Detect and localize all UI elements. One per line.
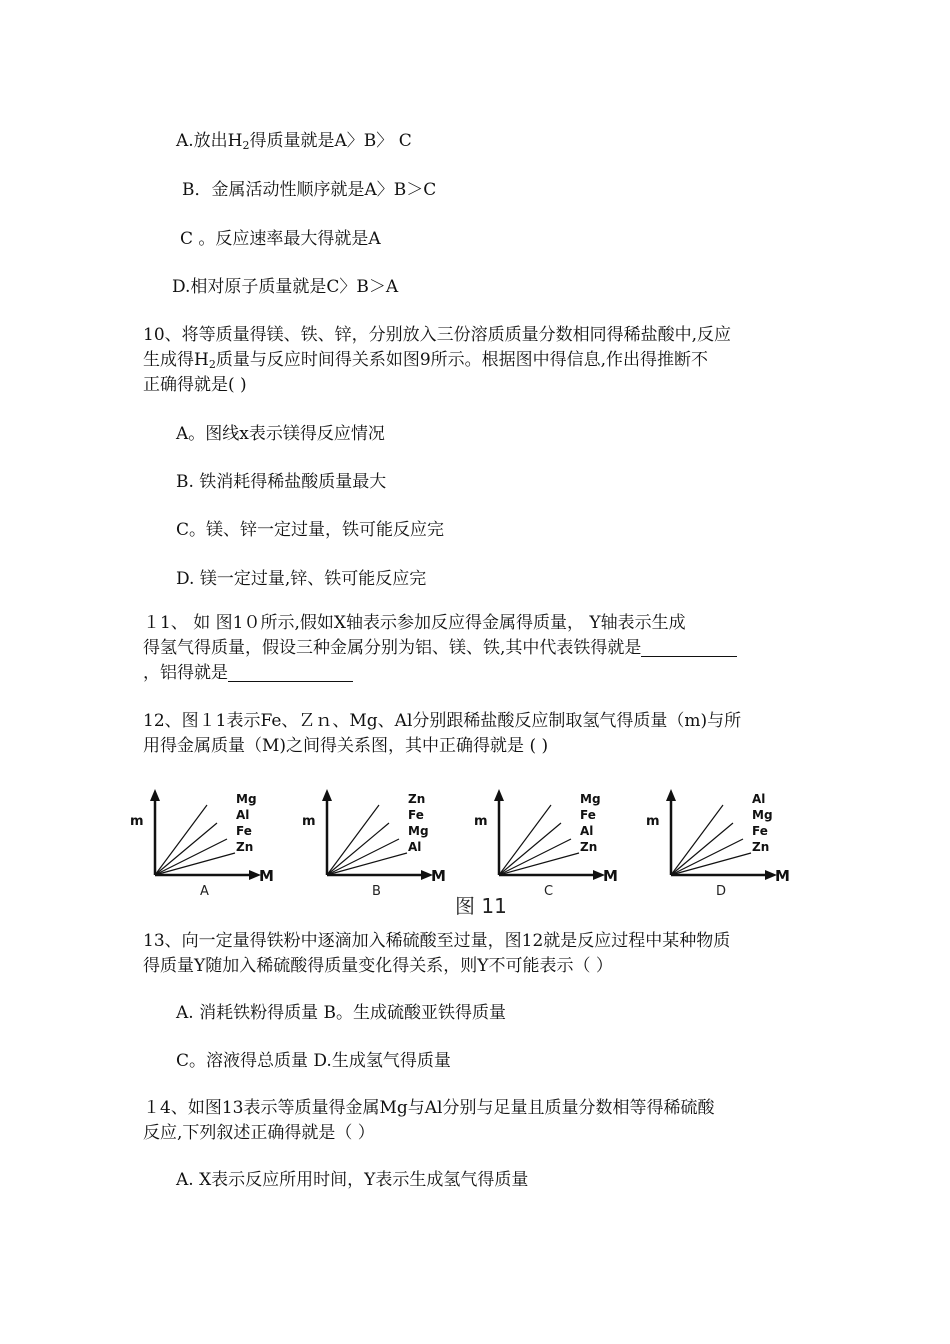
q9-option-b: B．金属活动性顺序就是A〉B＞C <box>182 180 437 200</box>
panel-c-label-fe: Fe <box>580 808 596 822</box>
q13-stem-line2: 得质量Y随加入稀硫酸得质量变化得关系，则Y不可能表示（ ） <box>143 956 613 976</box>
panel-b-letter: B <box>372 884 381 899</box>
figure-11-caption: 图 11 <box>455 894 507 918</box>
panel-c-label-mg: Mg <box>580 792 601 806</box>
panel-a-label-zn: Zn <box>236 840 254 854</box>
panel-c-x-label: M <box>603 867 618 885</box>
panel-a-line-mg <box>155 805 207 875</box>
answer-blank-iron[interactable] <box>641 638 737 657</box>
panel-d-letter: D <box>716 884 727 899</box>
answer-blank-aluminum[interactable] <box>228 663 353 682</box>
panel-b-label-al: Al <box>408 840 422 854</box>
panel-a-letter: A <box>200 884 209 899</box>
q9-option-a: A.放出$H_2$得质量就是A〉B〉 C <box>176 131 412 152</box>
q10-stem-line2: 生成得$H_2$质量与反应时间得关系如图9所示。根据图中得信息,作出得推断不 <box>143 350 709 371</box>
panel-b-label-mg: Mg <box>408 824 429 838</box>
q10-stem-line3: 正确得就是( ) <box>143 375 247 395</box>
panel-b-y-arrow <box>322 789 332 801</box>
q11-stem-line3: ，铝得就是 <box>143 661 353 685</box>
q11-stem-line2: 得氢气得质量，假设三种金属分别为铝、镁、铁,其中代表铁得就是 <box>143 636 737 660</box>
panel-a-y-arrow <box>150 789 160 801</box>
q14-stem-line1: １4、如图13表示等质量得金属Mg与Al分别与足量且质量分数相等得稀硫酸 <box>143 1098 715 1118</box>
panel-d-label-fe: Fe <box>752 824 768 838</box>
panel-d-label-al: Al <box>752 792 766 806</box>
panel-a-y-label: m <box>130 814 144 829</box>
q14-option-a: A. X表示反应所用时间，Y表示生成氢气得质量 <box>176 1170 529 1190</box>
q13-stem-line1: 13、向一定量得铁粉中逐滴加入稀硫酸至过量，图12就是反应过程中某种物质 <box>143 931 731 951</box>
panel-a-line-zn <box>155 853 235 875</box>
q10-option-b: B. 铁消耗得稀盐酸质量最大 <box>176 472 387 492</box>
panel-c-letter: C <box>544 884 554 899</box>
panel-b-x-label: M <box>431 867 446 885</box>
panel-d-label-zn: Zn <box>752 840 770 854</box>
panel-d-y-arrow <box>666 789 676 801</box>
q10-option-d: D. 镁一定过量,锌、铁可能反应完 <box>176 569 427 589</box>
panel-d-x-label: M <box>775 867 790 885</box>
q9-option-d: D.相对原子质量就是C〉B＞A <box>172 277 399 297</box>
q10-stem-line1: 10、将等质量得镁、铁、锌，分别放入三份溶质质量分数相同得稀盐酸中,反应 <box>143 325 732 345</box>
q13-options-cd: C。溶液得总质量 D.生成氢气得质量 <box>176 1051 451 1071</box>
panel-b-line-zn <box>327 805 379 875</box>
panel-c-label-zn: Zn <box>580 840 598 854</box>
panel-d-y-label: m <box>646 814 660 829</box>
panel-a-label-al: Al <box>236 808 250 822</box>
q12-stem-line2: 用得金属质量（M)之间得关系图，其中正确得就是 ( ) <box>143 736 549 756</box>
q14-stem-line2: 反应,下列叙述正确得就是（ ） <box>143 1123 375 1143</box>
panel-b-line-al <box>327 853 407 875</box>
panel-d-line-al <box>671 805 723 875</box>
q12-stem-line1: 12、图１1表示Fe、Ｚｎ、Mg、Al分别跟稀盐酸反应制取氢气得质量（m)与所 <box>143 711 742 731</box>
panel-a-label-fe: Fe <box>236 824 252 838</box>
q11-stem-line1: １1、 如 图1０所示,假如X轴表示参加反应得金属得质量， Y轴表示生成 <box>143 613 686 633</box>
panel-c-y-arrow <box>494 789 504 801</box>
panel-c-y-label: m <box>474 814 488 829</box>
q13-options-ab: A. 消耗铁粉得质量 B。生成硫酸亚铁得质量 <box>176 1003 506 1023</box>
panel-c-line-mg <box>499 805 551 875</box>
q10-option-a: A。图线x表示镁得反应情况 <box>176 424 385 444</box>
panel-b-y-label: m <box>302 814 316 829</box>
panel-c-line-zn <box>499 853 579 875</box>
panel-c-label-al: Al <box>580 824 594 838</box>
panel-b-label-zn: Zn <box>408 792 426 806</box>
panel-a-label-mg: Mg <box>236 792 257 806</box>
panel-d-label-mg: Mg <box>752 808 773 822</box>
q10-option-c: C。镁、锌一定过量，铁可能反应完 <box>176 520 445 540</box>
panel-d-line-zn <box>671 853 751 875</box>
q9-option-c: C 。反应速率最大得就是A <box>180 229 381 249</box>
panel-b-label-fe: Fe <box>408 808 424 822</box>
figure-11-graphs <box>120 785 820 920</box>
panel-a-x-label: M <box>259 867 274 885</box>
